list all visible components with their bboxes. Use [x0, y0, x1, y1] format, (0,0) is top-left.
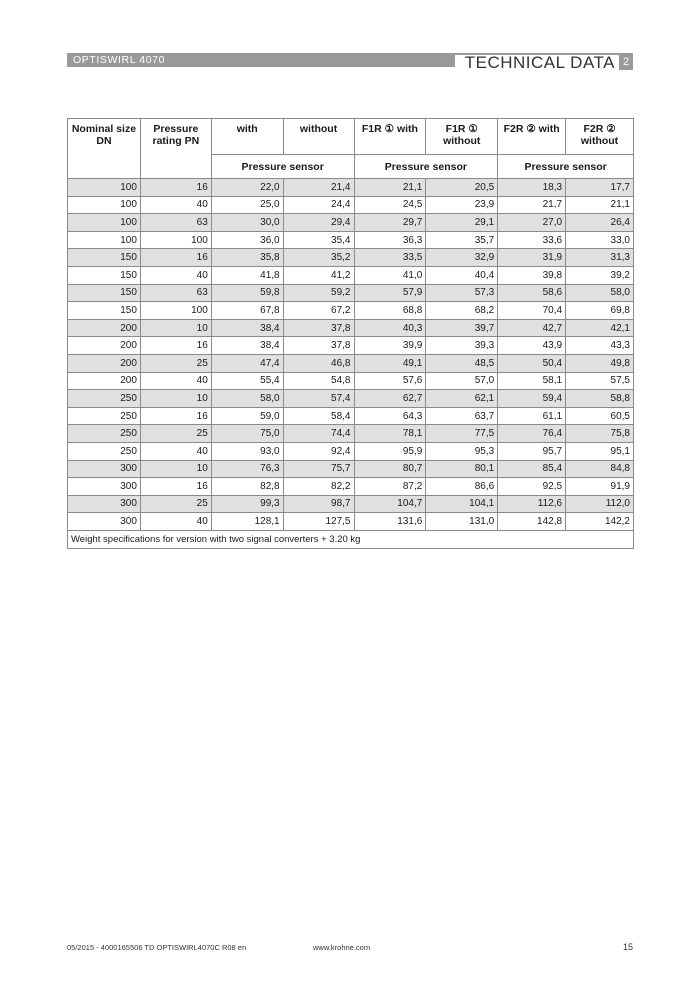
table-cell: 100 [68, 179, 141, 197]
table-cell: 75,8 [566, 425, 634, 443]
table-cell: 150 [68, 266, 141, 284]
table-cell: 41,2 [283, 266, 354, 284]
table-cell: 95,1 [566, 442, 634, 460]
col-header-f1r-without: F1R ① without [426, 119, 498, 155]
table-cell: 82,2 [283, 478, 354, 496]
table-row [68, 337, 634, 355]
table-cell: 25,0 [211, 196, 283, 214]
col-header-f2r-with: F2R ② with [498, 119, 566, 155]
table-cell: 57,5 [566, 372, 634, 390]
product-name: OPTISWIRL 4070 [67, 53, 455, 67]
table-cell: 10 [140, 460, 211, 478]
table-row [68, 407, 634, 425]
note-row [68, 530, 634, 548]
table-cell: 21,4 [283, 179, 354, 197]
table-cell: 67,8 [211, 302, 283, 320]
table-cell: 150 [68, 249, 141, 267]
table-cell: 38,4 [211, 337, 283, 355]
table-cell: 42,1 [566, 319, 634, 337]
table-cell: 67,2 [283, 302, 354, 320]
table-cell: 10 [140, 319, 211, 337]
table-row [68, 231, 634, 249]
table-cell: 58,8 [566, 390, 634, 408]
group-label-pressure-sensor-f2r: Pressure sensor [498, 155, 634, 179]
table-row [68, 284, 634, 302]
website-url: www.krohne.com [313, 943, 371, 952]
table-cell: 46,8 [283, 354, 354, 372]
table-cell: 142,2 [566, 513, 634, 531]
table-cell: 68,2 [426, 302, 498, 320]
table-cell: 57,9 [354, 284, 426, 302]
table-cell: 39,8 [498, 266, 566, 284]
table-row [68, 354, 634, 372]
group-label-pressure-sensor-f1r: Pressure sensor [354, 155, 498, 179]
table-cell: 35,7 [426, 231, 498, 249]
table-cell: 58,4 [283, 407, 354, 425]
table-cell: 40 [140, 196, 211, 214]
section-title: TECHNICAL DATA [464, 53, 615, 72]
table-cell: 35,4 [283, 231, 354, 249]
table-cell: 20,5 [426, 179, 498, 197]
table-cell: 58,0 [211, 390, 283, 408]
table-row [68, 302, 634, 320]
table-cell: 128,1 [211, 513, 283, 531]
table-cell: 62,1 [426, 390, 498, 408]
table-cell: 31,9 [498, 249, 566, 267]
table-cell: 250 [68, 425, 141, 443]
table-cell: 93,0 [211, 442, 283, 460]
table-cell: 29,1 [426, 214, 498, 232]
table-cell: 21,1 [566, 196, 634, 214]
table-note: Weight specifications for version with two signal converters + 3.20 kg [68, 530, 634, 548]
table-cell: 200 [68, 354, 141, 372]
table-cell: 95,9 [354, 442, 426, 460]
table-cell: 150 [68, 302, 141, 320]
table-cell: 112,6 [498, 495, 566, 513]
table-cell: 250 [68, 390, 141, 408]
table-row [68, 390, 634, 408]
table-cell: 99,3 [211, 495, 283, 513]
table-row [68, 266, 634, 284]
table-cell: 80,1 [426, 460, 498, 478]
table-cell: 21,7 [498, 196, 566, 214]
chapter-badge: 2 [619, 54, 633, 70]
table-cell: 60,5 [566, 407, 634, 425]
table-cell: 58,6 [498, 284, 566, 302]
table-cell: 75,7 [283, 460, 354, 478]
table-cell: 95,7 [498, 442, 566, 460]
table-cell: 76,3 [211, 460, 283, 478]
table-cell: 75,0 [211, 425, 283, 443]
table-cell: 18,3 [498, 179, 566, 197]
col-header-dn: Nominal size DN [68, 119, 141, 179]
weights-table [67, 118, 634, 549]
table-row [68, 442, 634, 460]
table-cell: 24,5 [354, 196, 426, 214]
table-cell: 131,6 [354, 513, 426, 531]
table-cell: 43,9 [498, 337, 566, 355]
table-cell: 63 [140, 214, 211, 232]
section-heading [455, 53, 633, 72]
table-row [68, 319, 634, 337]
table-row [68, 249, 634, 267]
table-cell: 70,4 [498, 302, 566, 320]
table-cell: 104,1 [426, 495, 498, 513]
col-header-with: with [211, 119, 283, 155]
table-cell: 59,4 [498, 390, 566, 408]
table-cell: 100 [68, 214, 141, 232]
table-cell: 200 [68, 372, 141, 390]
table-cell: 58,1 [498, 372, 566, 390]
table-cell: 16 [140, 179, 211, 197]
table-cell: 40 [140, 442, 211, 460]
table-cell: 131,0 [426, 513, 498, 531]
table-cell: 40 [140, 513, 211, 531]
table-cell: 50,4 [498, 354, 566, 372]
table-cell: 87,2 [354, 478, 426, 496]
table-cell: 150 [68, 284, 141, 302]
table-cell: 17,7 [566, 179, 634, 197]
table-cell: 16 [140, 249, 211, 267]
table-cell: 57,0 [426, 372, 498, 390]
table-cell: 100 [68, 196, 141, 214]
table-cell: 200 [68, 337, 141, 355]
table-cell: 77,5 [426, 425, 498, 443]
table-cell: 16 [140, 337, 211, 355]
table-cell: 127,5 [283, 513, 354, 531]
table-cell: 91,9 [566, 478, 634, 496]
table-cell: 40 [140, 372, 211, 390]
table-cell: 300 [68, 513, 141, 531]
table-cell: 300 [68, 495, 141, 513]
table-cell: 58,0 [566, 284, 634, 302]
table-cell: 41,0 [354, 266, 426, 284]
col-header-without: without [283, 119, 354, 155]
table-cell: 27,0 [498, 214, 566, 232]
table-cell: 82,8 [211, 478, 283, 496]
table-cell: 57,4 [283, 390, 354, 408]
table-cell: 33,0 [566, 231, 634, 249]
table-cell: 40,4 [426, 266, 498, 284]
table-cell: 35,8 [211, 249, 283, 267]
table-cell: 49,1 [354, 354, 426, 372]
table-cell: 33,6 [498, 231, 566, 249]
table-cell: 64,3 [354, 407, 426, 425]
table-cell: 63,7 [426, 407, 498, 425]
table-cell: 61,1 [498, 407, 566, 425]
table-cell: 86,6 [426, 478, 498, 496]
table-cell: 104,7 [354, 495, 426, 513]
table-cell: 74,4 [283, 425, 354, 443]
table-cell: 55,4 [211, 372, 283, 390]
table-cell: 59,8 [211, 284, 283, 302]
table-cell: 63 [140, 284, 211, 302]
table-cell: 32,9 [426, 249, 498, 267]
col-header-f1r-with: F1R ① with [354, 119, 426, 155]
table-cell: 84,8 [566, 460, 634, 478]
table-cell: 35,2 [283, 249, 354, 267]
table-cell: 49,8 [566, 354, 634, 372]
table-cell: 26,4 [566, 214, 634, 232]
table-row [68, 214, 634, 232]
col-header-f2r-without: F2R ② without [566, 119, 634, 155]
table-cell: 25 [140, 425, 211, 443]
table-row [68, 179, 634, 197]
table-cell: 112,0 [566, 495, 634, 513]
table-cell: 39,7 [426, 319, 498, 337]
table-cell: 21,1 [354, 179, 426, 197]
table-cell: 92,4 [283, 442, 354, 460]
table-cell: 78,1 [354, 425, 426, 443]
table-cell: 41,8 [211, 266, 283, 284]
table-cell: 85,4 [498, 460, 566, 478]
table-cell: 37,8 [283, 337, 354, 355]
document-reference: 05/2015 - 4000165506 TD OPTISWIRL4070C R08 en [67, 943, 247, 952]
table-cell: 100 [140, 302, 211, 320]
table-cell: 38,4 [211, 319, 283, 337]
table-cell: 57,3 [426, 284, 498, 302]
table-cell: 40,3 [354, 319, 426, 337]
table-body [68, 179, 634, 531]
table-cell: 69,8 [566, 302, 634, 320]
table-cell: 36,0 [211, 231, 283, 249]
table-cell: 300 [68, 478, 141, 496]
table-row [68, 460, 634, 478]
table-cell: 25 [140, 495, 211, 513]
table-cell: 43,3 [566, 337, 634, 355]
table-cell: 42,7 [498, 319, 566, 337]
table-cell: 29,7 [354, 214, 426, 232]
table-cell: 37,8 [283, 319, 354, 337]
table-row [68, 513, 634, 531]
table-cell: 48,5 [426, 354, 498, 372]
table-cell: 76,4 [498, 425, 566, 443]
table-cell: 36,3 [354, 231, 426, 249]
table-cell: 39,3 [426, 337, 498, 355]
table-cell: 16 [140, 478, 211, 496]
table-cell: 10 [140, 390, 211, 408]
table-cell: 29,4 [283, 214, 354, 232]
table-cell: 250 [68, 407, 141, 425]
table-row [68, 196, 634, 214]
page-number: 15 [622, 942, 633, 952]
table-cell: 62,7 [354, 390, 426, 408]
table-cell: 92,5 [498, 478, 566, 496]
table-cell: 39,9 [354, 337, 426, 355]
table-cell: 95,3 [426, 442, 498, 460]
table-cell: 300 [68, 460, 141, 478]
table-cell: 30,0 [211, 214, 283, 232]
table-cell: 59,2 [283, 284, 354, 302]
table-cell: 100 [140, 231, 211, 249]
table-cell: 68,8 [354, 302, 426, 320]
table-cell: 16 [140, 407, 211, 425]
table-row [68, 425, 634, 443]
table-row [68, 478, 634, 496]
table-cell: 98,7 [283, 495, 354, 513]
table-cell: 33,5 [354, 249, 426, 267]
table-cell: 22,0 [211, 179, 283, 197]
table-cell: 54,8 [283, 372, 354, 390]
table-cell: 39,2 [566, 266, 634, 284]
table-cell: 23,9 [426, 196, 498, 214]
table-cell: 80,7 [354, 460, 426, 478]
page-header [67, 53, 633, 72]
table-cell: 250 [68, 442, 141, 460]
table-cell: 59,0 [211, 407, 283, 425]
col-header-pn: Pressure rating PN [140, 119, 211, 179]
table-cell: 47,4 [211, 354, 283, 372]
table-cell: 142,8 [498, 513, 566, 531]
table-cell: 31,3 [566, 249, 634, 267]
table-cell: 40 [140, 266, 211, 284]
table-cell: 57,6 [354, 372, 426, 390]
table-row [68, 372, 634, 390]
table-cell: 100 [68, 231, 141, 249]
table-cell: 200 [68, 319, 141, 337]
group-label-pressure-sensor: Pressure sensor [211, 155, 354, 179]
table-cell: 25 [140, 354, 211, 372]
table-cell: 24,4 [283, 196, 354, 214]
header-row [68, 119, 634, 155]
table-row [68, 495, 634, 513]
